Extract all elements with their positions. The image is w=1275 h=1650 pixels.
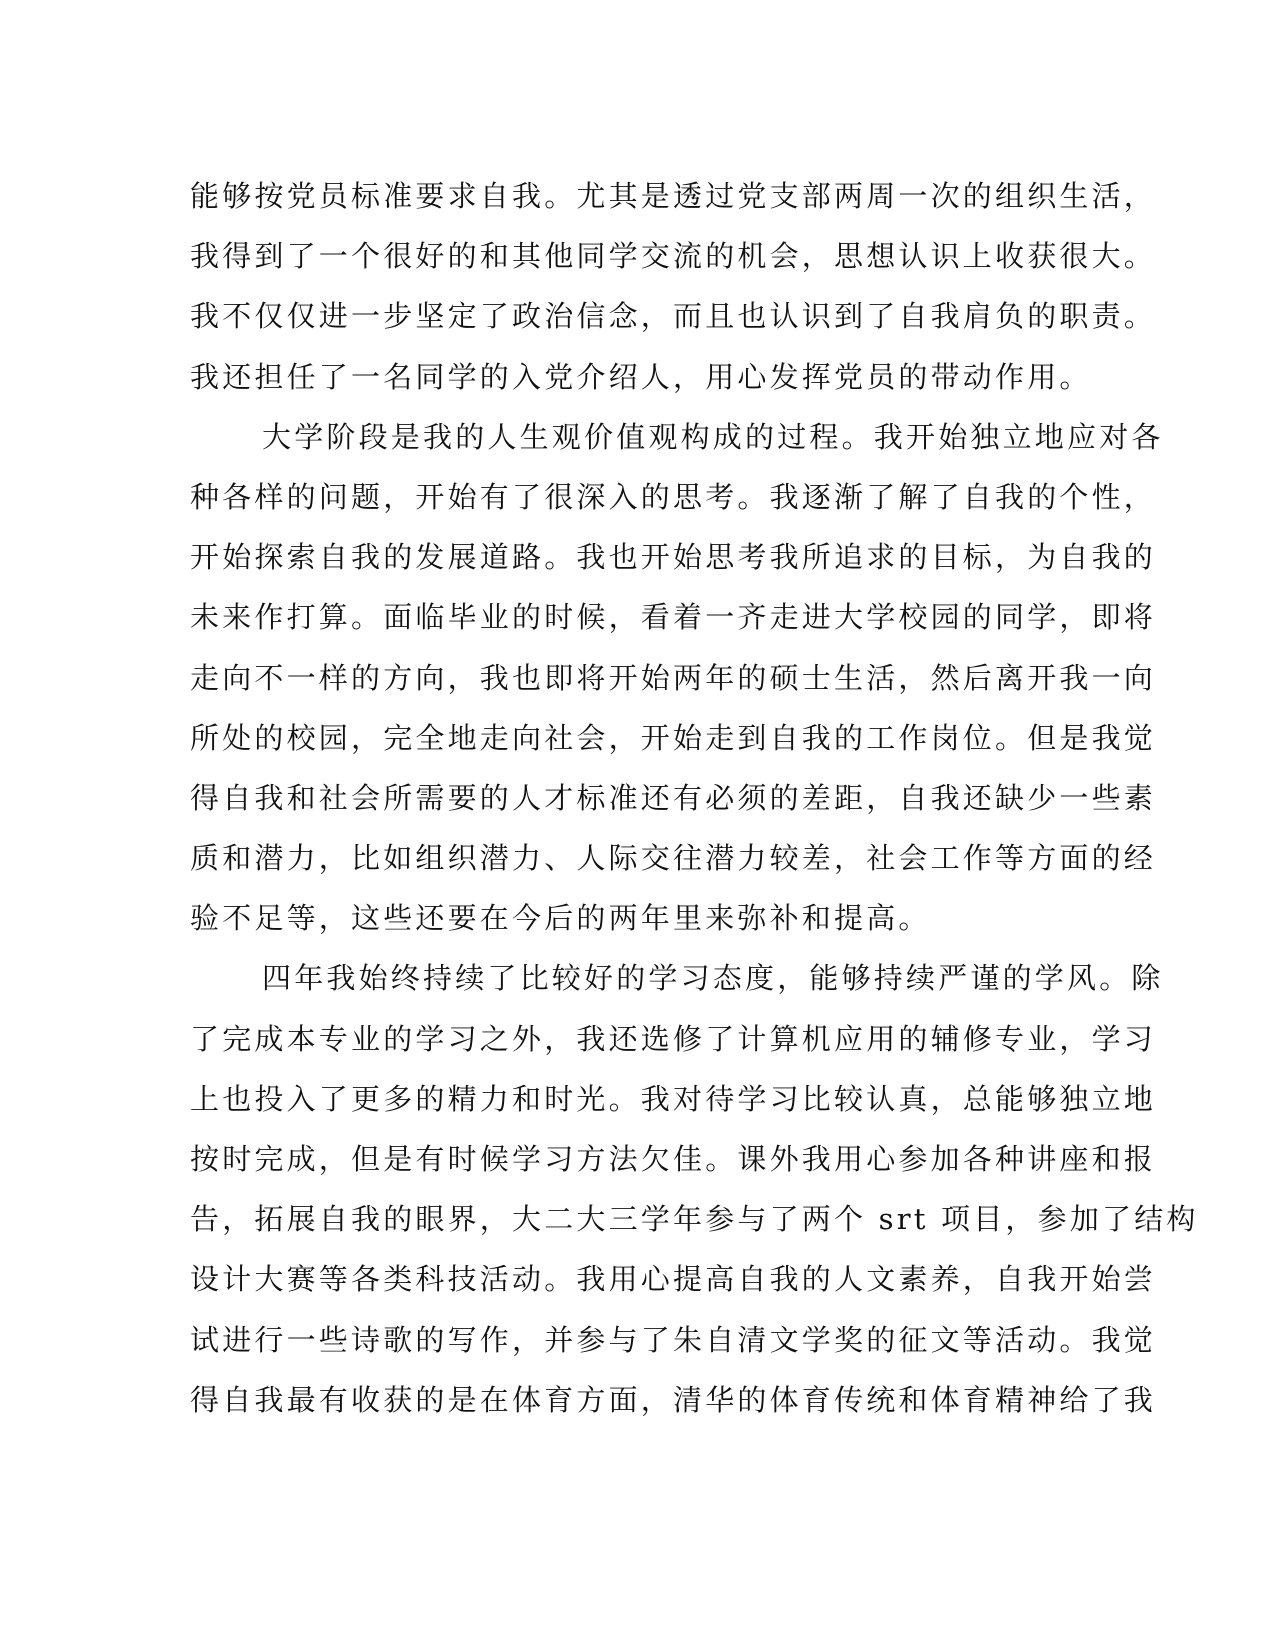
text-line: 我不仅仅进一步坚定了政治信念，而且也认识到了自我肩负的职责。: [190, 299, 1157, 334]
text-line: 上也投入了更多的精力和时光。我对待学习比较认真，总能够独立地: [190, 1081, 1157, 1116]
text-line: 了完成本专业的学习之外，我还选修了计算机应用的辅修专业，学习: [190, 1021, 1157, 1056]
text-line: 试进行一些诗歌的写作，并参与了朱自清文学奖的征文等活动。我觉: [190, 1322, 1157, 1357]
text-line: 得自我和社会所需要的人才标准还有必须的差距，自我还缺少一些素: [190, 780, 1157, 815]
document-body: [190, 166, 1199, 1430]
text-line: 我得到了一个很好的和其他同学交流的机会，思想认识上收获很大。: [190, 239, 1157, 274]
text-line: 得自我最有收获的是在体育方面，清华的体育传统和体育精神给了我: [190, 1382, 1157, 1417]
text-line: 验不足等，这些还要在今后的两年里来弥补和提高。: [190, 901, 931, 936]
text-line: 告，拓展自我的眼界，大二大三学年参与了两个 srt 项目，参加了结构: [190, 1202, 1199, 1237]
text-line: 按时完成，但是有时候学习方法欠佳。课外我用心参加各种讲座和报: [190, 1142, 1157, 1176]
text-line: 质和潜力，比如组织潜力、人际交往潜力较差，社会工作等方面的经: [190, 841, 1157, 876]
paragraph-first-line: 大学阶段是我的人生观价值观构成的过程。我开始独立地应对各: [262, 419, 1164, 454]
paragraph-first-line: 四年我始终持续了比较好的学习态度，能够持续严谨的学风。除: [262, 961, 1164, 996]
text-line: 走向不一样的方向，我也即将开始两年的硕士生活，然后离开我一向: [190, 660, 1157, 695]
text-line: 所处的校园，完全地走向社会，开始走到自我的工作岗位。但是我觉: [190, 720, 1157, 755]
text-line: 种各样的问题，开始有了很深入的思考。我逐渐了解了自我的个性，: [190, 479, 1157, 514]
text-line: 未来作打算。面临毕业的时候，看着一齐走进大学校园的同学，即将: [190, 600, 1157, 635]
text-line: 设计大赛等各类科技活动。我用心提高自我的人文素养，自我开始尝: [190, 1262, 1157, 1297]
text-line: 我还担任了一名同学的入党介绍人，用心发挥党员的带动作用。: [190, 359, 1092, 394]
text-line: 能够按党员标准要求自我。尤其是透过党支部两周一次的组织生活，: [190, 179, 1157, 213]
text-line: 开始探索自我的发展道路。我也开始思考我所追求的目标，为自我的: [190, 540, 1157, 575]
